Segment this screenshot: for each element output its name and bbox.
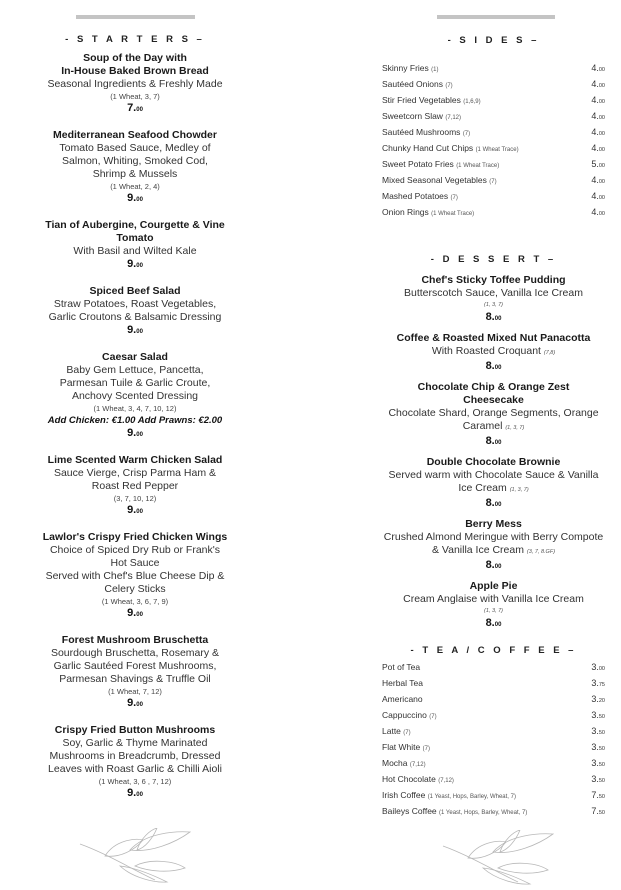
item-price: 3.50 xyxy=(591,758,605,768)
item-allergens: (3, 7, 8.GF) xyxy=(526,549,556,555)
menu-item xyxy=(15,285,255,339)
item-allergens: (7,12) xyxy=(438,778,454,784)
item-price: 3.50 xyxy=(591,726,605,736)
item-price: 4.00 xyxy=(591,207,605,217)
menu-row xyxy=(382,188,605,204)
item-price: 4.00 xyxy=(591,175,605,185)
menu-item xyxy=(15,219,255,273)
item-name-wrap xyxy=(382,204,474,220)
sides-list xyxy=(382,60,605,220)
menu-row xyxy=(382,803,605,819)
item-description-text: With Basil and Wilted Kale xyxy=(73,245,197,257)
sides-heading: - S I D E S – xyxy=(447,35,540,46)
item-description-text: & Vanilla Ice Cream xyxy=(431,544,524,556)
item-price: 3.50 xyxy=(591,710,605,720)
item-name-wrap xyxy=(382,771,454,787)
item-description-text: Shrimp & Mussels xyxy=(92,168,178,180)
item-name-wrap xyxy=(382,172,497,188)
item-name-wrap xyxy=(382,675,423,691)
item-allergens: (1 Wheat Trace) xyxy=(431,211,475,217)
item-allergens: (1 Yeast, Hops, Barley, Wheat, 7) xyxy=(439,810,528,816)
item-allergens: (7) xyxy=(403,730,411,736)
item-description-text: Ice Cream xyxy=(458,482,507,494)
item-description-text: Soy, Garlic & Thyme Marinated xyxy=(62,737,208,749)
item-allergens: (7) xyxy=(462,131,471,137)
item-description-text: Served with Chef's Blue Cheese Dip & xyxy=(45,570,225,582)
menu-row xyxy=(382,739,605,755)
menu-row xyxy=(382,771,605,787)
menu-row xyxy=(382,204,605,220)
item-description xyxy=(15,583,255,596)
item-description xyxy=(382,345,605,360)
item-name: Onion Rings xyxy=(382,207,429,217)
item-description xyxy=(15,737,255,750)
item-price: 4.00 xyxy=(591,79,605,89)
item-name: Pot of Tea xyxy=(382,662,421,672)
leaf-ornament-left-icon xyxy=(75,828,200,883)
item-name: Flat White xyxy=(382,742,421,752)
item-allergens: (7) xyxy=(450,195,458,201)
top-divider-right xyxy=(437,15,555,19)
item-description-text: Parmesan Tuile & Garlic Croute, xyxy=(59,377,211,389)
item-title: In-House Baked Brown Bread xyxy=(61,65,209,77)
menu-item xyxy=(382,332,605,375)
item-name: Mixed Seasonal Vegetables xyxy=(382,175,487,185)
sides-section xyxy=(382,34,605,220)
tea-coffee-list xyxy=(382,659,605,819)
item-price: 8.00 xyxy=(485,360,502,372)
item-description xyxy=(15,311,255,324)
item-name: Stir Fried Vegetables xyxy=(382,95,461,105)
item-title: Soup of the Day with xyxy=(83,52,187,64)
item-allergens: (1, 3, 7) xyxy=(484,302,503,308)
menu-row xyxy=(382,691,605,707)
item-name: Hot Chocolate xyxy=(382,774,436,784)
item-description xyxy=(15,660,255,673)
menu-row xyxy=(382,723,605,739)
item-name-wrap xyxy=(382,707,437,723)
item-title: Apple Pie xyxy=(469,580,518,592)
menu-row xyxy=(382,675,605,691)
item-name: Irish Coffee xyxy=(382,790,426,800)
item-description xyxy=(15,377,255,390)
item-price: 4.00 xyxy=(591,191,605,201)
item-description-text: Chocolate Shard, Orange Segments, Orange xyxy=(388,407,599,419)
menu-row xyxy=(382,92,605,108)
item-name: Herbal Tea xyxy=(382,678,423,688)
item-name-wrap xyxy=(382,691,423,707)
item-description xyxy=(15,245,255,258)
item-name: Sweet Potato Fries xyxy=(382,159,454,169)
item-description xyxy=(382,407,605,420)
item-price: 5.00 xyxy=(591,159,605,169)
item-allergens: (3, 7, 10, 12) xyxy=(113,494,157,503)
top-divider-left xyxy=(76,15,195,19)
item-name: Sautéed Mushrooms xyxy=(382,127,461,137)
menu-row xyxy=(382,755,605,771)
menu-item xyxy=(382,518,605,574)
item-description-text: Garlic Sautéed Forest Mushrooms, xyxy=(53,660,217,672)
item-allergens: (1, 3, 7) xyxy=(509,487,529,493)
item-description-text: Parmesan Shavings & Truffle Oil xyxy=(59,673,211,685)
item-description-text: Hot Sauce xyxy=(110,557,160,569)
menu-row xyxy=(382,76,605,92)
item-title: Double Chocolate Brownie xyxy=(426,456,561,468)
item-price: 3.20 xyxy=(591,694,605,704)
tea-coffee-section xyxy=(382,644,605,819)
item-name: Mashed Potatoes xyxy=(382,191,449,201)
item-description-text: Cream Anglaise with Vanilla Ice Cream xyxy=(403,593,584,605)
item-price: 4.00 xyxy=(591,95,605,105)
item-description xyxy=(15,390,255,403)
item-title: Cheesecake xyxy=(463,394,524,406)
item-price: 4.00 xyxy=(591,63,605,73)
item-title: Lawlor's Crispy Fried Chicken Wings xyxy=(42,531,228,543)
item-price: 9.00 xyxy=(127,787,143,799)
item-name-wrap xyxy=(382,188,458,204)
menu-row xyxy=(382,156,605,172)
item-name-wrap xyxy=(382,76,453,92)
item-description xyxy=(15,750,255,763)
item-name: Mocha xyxy=(382,758,408,768)
item-price: 9.00 xyxy=(127,504,143,516)
item-title: Caesar Salad xyxy=(102,351,168,363)
menu-row xyxy=(382,60,605,76)
item-name: Baileys Coffee xyxy=(382,806,437,816)
dessert-list xyxy=(382,274,605,632)
item-description xyxy=(15,142,255,155)
item-name-wrap xyxy=(382,124,470,140)
item-allergens: (1) xyxy=(431,67,439,73)
item-description-text: Straw Potatoes, Roast Vegetables, xyxy=(53,298,217,310)
item-description xyxy=(15,168,255,181)
item-description-text: Baby Gem Lettuce, Pancetta, xyxy=(66,364,204,376)
item-description xyxy=(15,155,255,168)
item-description xyxy=(382,544,605,559)
item-allergens: (1 Wheat, 2, 4) xyxy=(110,182,160,191)
item-description-text: With Roasted Croquant xyxy=(431,345,541,357)
item-price: 9.00 xyxy=(127,258,143,270)
menu-item xyxy=(15,52,255,117)
item-allergens: (1 Wheat, 3, 6 , 7, 12) xyxy=(98,777,172,786)
menu-item xyxy=(382,274,605,326)
item-description-text: Roast Red Pepper xyxy=(91,480,179,492)
menu-row xyxy=(382,172,605,188)
item-allergens: (7,8) xyxy=(543,350,556,356)
menu-item xyxy=(15,531,255,622)
item-name-wrap xyxy=(382,156,499,172)
item-name: Latte xyxy=(382,726,401,736)
item-description-text: Sauce Vierge, Crisp Parma Ham & xyxy=(53,467,217,479)
item-price: 4.00 xyxy=(591,111,605,121)
starters-heading: - S T A R T E R S – xyxy=(65,34,205,45)
item-allergens: (7) xyxy=(489,179,497,185)
item-price: 8.00 xyxy=(485,617,502,629)
item-price: 8.00 xyxy=(485,497,502,509)
menu-item xyxy=(15,634,255,712)
item-description xyxy=(382,531,605,544)
item-price: 4.00 xyxy=(591,127,605,137)
menu-item xyxy=(382,456,605,512)
item-description xyxy=(382,420,605,435)
item-price: 3.50 xyxy=(591,774,605,784)
item-title: Coffee & Roasted Mixed Nut Panacotta xyxy=(396,332,591,344)
dessert-section xyxy=(382,253,605,638)
item-name-wrap xyxy=(382,140,519,156)
item-title: Forest Mushroom Bruschetta xyxy=(61,634,209,646)
item-title: Mediterranean Seafood Chowder xyxy=(53,129,217,141)
item-price: 8.00 xyxy=(485,435,502,447)
item-description-text: Leaves with Roast Garlic & Chilli Aioli xyxy=(48,763,222,775)
item-price: 7.00 xyxy=(127,102,143,114)
dessert-heading: - D E S S E R T – xyxy=(430,254,557,265)
item-allergens: (1, 3, 7) xyxy=(484,608,503,614)
item-description xyxy=(15,467,255,480)
item-title: Berry Mess xyxy=(465,518,522,530)
starters-list xyxy=(15,52,255,802)
item-name: Sweetcorn Slaw xyxy=(382,111,443,121)
item-name: Skinny Fries xyxy=(382,63,429,73)
item-title: Tomato xyxy=(116,232,154,244)
item-allergens: (1 Wheat, 3, 4, 7, 10, 12) xyxy=(93,404,177,413)
item-allergens: (1 Yeast, Hops, Barley, Wheat, 7) xyxy=(427,794,516,800)
item-description-text: Choice of Spiced Dry Rub or Frank's xyxy=(49,544,221,556)
item-description xyxy=(382,593,605,606)
item-allergens: (1, 3, 7) xyxy=(505,425,525,431)
starters-section xyxy=(15,33,255,814)
item-title: Lime Scented Warm Chicken Salad xyxy=(47,454,223,466)
item-description xyxy=(382,469,605,482)
item-name-wrap xyxy=(382,787,516,803)
item-name-wrap xyxy=(382,755,426,771)
item-title: Tian of Aubergine, Courgette & Vine xyxy=(45,219,225,231)
item-description-text: Salmon, Whiting, Smoked Cod, xyxy=(62,155,208,167)
item-description-text: Served warm with Chocolate Sauce & Vanilla xyxy=(388,469,599,481)
item-allergens: (1 Wheat, 7, 12) xyxy=(108,687,162,696)
item-name-wrap xyxy=(382,723,411,739)
item-price: 9.00 xyxy=(127,427,143,439)
item-price: 3.00 xyxy=(591,662,605,672)
menu-row xyxy=(382,787,605,803)
item-name-wrap xyxy=(382,108,461,124)
item-name: Cappuccino xyxy=(382,710,427,720)
item-description xyxy=(15,647,255,660)
item-description-text: Mushrooms in Breadcrumb, Dressed xyxy=(49,750,221,762)
item-description-text: Seasonal Ingredients & Freshly Made xyxy=(47,78,223,90)
item-price: 4.00 xyxy=(591,143,605,153)
item-name-wrap xyxy=(382,803,527,819)
menu-item xyxy=(15,724,255,802)
item-price: 3.75 xyxy=(591,678,605,688)
item-description xyxy=(15,480,255,493)
item-name: Americano xyxy=(382,694,423,704)
item-description xyxy=(15,298,255,311)
item-name: Chunky Hand Cut Chips xyxy=(382,143,474,153)
item-title: Chocolate Chip & Orange Zest xyxy=(417,381,570,393)
item-description xyxy=(15,570,255,583)
item-allergens: (1 Wheat Trace) xyxy=(456,163,500,169)
menu-item xyxy=(15,454,255,519)
menu-item xyxy=(382,381,605,450)
item-title: Spiced Beef Salad xyxy=(89,285,181,297)
item-description-text: Butterscotch Sauce, Vanilla Ice Cream xyxy=(404,287,583,299)
item-allergens: (1 Wheat, 3, 6, 7, 9) xyxy=(101,597,169,606)
menu-row xyxy=(382,659,605,675)
item-description-text: Crushed Almond Meringue with Berry Compote xyxy=(383,531,604,543)
item-description xyxy=(15,544,255,557)
item-name-wrap xyxy=(382,92,481,108)
item-allergens: (1 Wheat, 3, 7) xyxy=(110,92,160,101)
item-description xyxy=(15,673,255,686)
menu-row xyxy=(382,108,605,124)
menu-row xyxy=(382,707,605,723)
item-allergens: (7) xyxy=(422,746,430,752)
item-allergens: (1 Wheat Trace) xyxy=(475,147,519,153)
item-price: 8.00 xyxy=(485,559,502,571)
item-title: Chef's Sticky Toffee Pudding xyxy=(421,274,566,286)
item-allergens: (1,6,9) xyxy=(463,99,481,105)
item-description-text: Sourdough Bruschetta, Rosemary & xyxy=(50,647,220,659)
item-price: 8.00 xyxy=(485,311,502,323)
item-allergens: (7,12) xyxy=(409,762,426,768)
item-name-wrap xyxy=(382,60,438,76)
item-name: Sautéed Onions xyxy=(382,79,443,89)
menu-row xyxy=(382,140,605,156)
item-description-text: Garlic Croutons & Balsamic Dressing xyxy=(48,311,222,323)
item-description-text: Anchovy Scented Dressing xyxy=(71,390,199,402)
item-price: 3.50 xyxy=(591,742,605,752)
item-allergens: (7,12) xyxy=(445,115,462,121)
item-description xyxy=(15,364,255,377)
item-description xyxy=(15,763,255,776)
item-allergens: (7) xyxy=(429,714,437,720)
leaf-ornament-right-icon xyxy=(438,830,563,885)
tea-coffee-heading: - T E A / C O F F E E – xyxy=(410,645,577,656)
item-price: 7.50 xyxy=(591,806,605,816)
item-price: 9.00 xyxy=(127,324,143,336)
item-description-text: Tomato Based Sauce, Medley of xyxy=(59,142,211,154)
menu-item xyxy=(15,129,255,207)
item-price: 9.00 xyxy=(127,192,143,204)
item-description xyxy=(15,78,255,91)
item-price: 9.00 xyxy=(127,607,143,619)
menu-item xyxy=(15,351,255,442)
item-allergens: (7) xyxy=(445,83,453,89)
item-addons: Add Chicken: €1.00 Add Prawns: €2.00 xyxy=(47,415,223,426)
item-price: 7.50 xyxy=(591,790,605,800)
item-name-wrap xyxy=(382,659,420,675)
item-title: Crispy Fried Button Mushrooms xyxy=(54,724,216,736)
menu-row xyxy=(382,124,605,140)
item-description xyxy=(15,557,255,570)
item-price: 9.00 xyxy=(127,697,143,709)
item-description xyxy=(382,482,605,497)
item-description-text: Celery Sticks xyxy=(104,583,166,595)
item-description-text: Caramel xyxy=(462,420,503,432)
item-name-wrap xyxy=(382,739,430,755)
item-description xyxy=(382,287,605,300)
menu-item xyxy=(382,580,605,632)
